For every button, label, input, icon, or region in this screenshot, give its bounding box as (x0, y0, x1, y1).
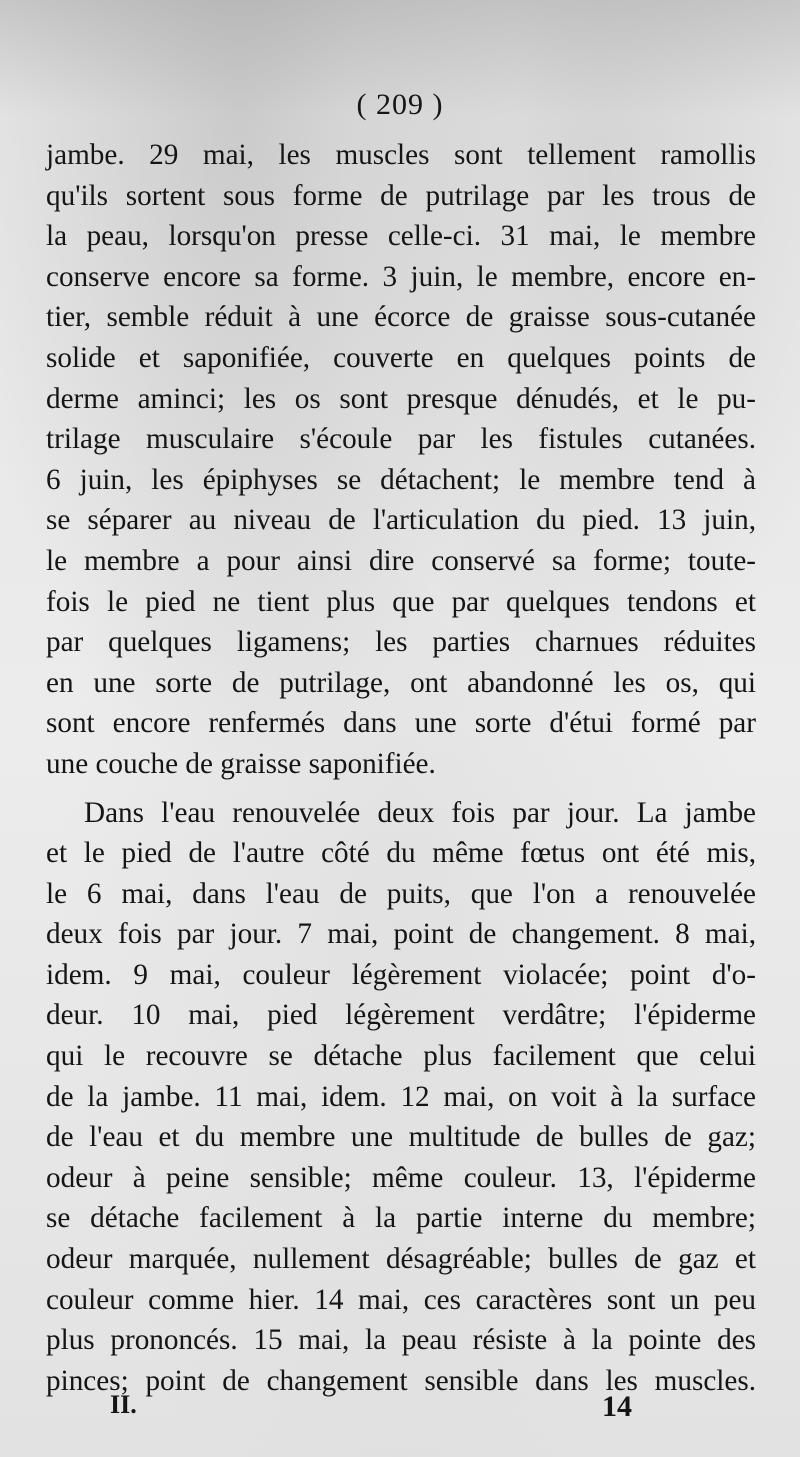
text-line: tier, semble réduit à une écorce de graisse sous-cutanée (46, 301, 756, 334)
text-line: odeur à peine sensible; même couleur. 13, l'épiderme (46, 1161, 756, 1194)
text-line: solide et saponifiée, couverte en quelques points de (46, 341, 756, 374)
text-line: le 6 mai, dans l'eau de puits, que l'on a renouvelée (46, 877, 756, 910)
text-line: se détache facilement à la partie interne du membre; (46, 1202, 756, 1235)
text-line: en une sorte de putrilage, ont abandonné les os, qui (46, 666, 756, 699)
text-line: derme aminci; les os sont presque dénudés, et le pu- (46, 382, 756, 415)
text-line: odeur marquée, nullement désagréable; bulles de gaz et (46, 1243, 756, 1276)
text-line: deux fois par jour. 7 mai, point de changement. 8 mai, (46, 918, 756, 951)
text-line: et le pied de l'autre côté du même fœtus ont été mis, (46, 837, 756, 870)
text-line: le membre a pour ainsi dire conservé sa forme; toute- (46, 544, 756, 577)
body-text (46, 135, 756, 1401)
text-line: conserve encore sa forme. 3 juin, le membre, encore en- (46, 260, 756, 293)
text-line: se séparer au niveau de l'articulation du pied. 13 juin, (46, 504, 756, 537)
text-line: jambe. 29 mai, les muscles sont tellement ramollis (46, 139, 756, 171)
text-line: fois le pied ne tient plus que par quelques tendons et (46, 585, 756, 618)
text-line: la peau, lorsqu'on presse celle-ci. 31 mai, le membre (46, 220, 756, 253)
text-line: une couche de graisse saponifiée. (46, 747, 436, 780)
text-line: de la jambe. 11 mai, idem. 12 mai, on voit à la surface (46, 1080, 756, 1113)
text-line: Dans l'eau renouvelée deux fois par jour. La jambe (84, 796, 756, 829)
catchword: 14 (602, 1390, 632, 1423)
text-line: trilage musculaire s'écoule par les fistules cutanées. (46, 423, 756, 456)
text-line: plus prononcés. 15 mai, la peau résiste à la pointe des (46, 1324, 756, 1357)
text-line: qui le recouvre se détache plus facilement que celui (46, 1040, 756, 1073)
page-number: ( 209 ) (356, 88, 444, 121)
text-line: couleur comme hier. 14 mai, ces caractères sont un peu (46, 1283, 756, 1316)
signature-mark: II. (110, 1390, 137, 1419)
text-line: sont encore renfermés dans une sorte d'étui formé par (46, 707, 756, 740)
text-line: qu'ils sortent sous forme de putrilage par les trous de (46, 179, 756, 212)
text-line: pinces; point de changement sensible dans les muscles. (46, 1364, 756, 1397)
text-line: deur. 10 mai, pied légèrement verdâtre; l'épiderme (46, 999, 756, 1032)
text-line: 6 juin, les épiphyses se détachent; le membre tend à (46, 463, 756, 496)
text-line: idem. 9 mai, couleur légèrement violacée; point d'o- (46, 958, 756, 991)
text-line: par quelques ligamens; les parties charnues réduites (46, 626, 756, 659)
page-footer (0, 1390, 800, 1423)
text-line: de l'eau et du membre une multitude de bulles de gaz; (46, 1121, 756, 1154)
